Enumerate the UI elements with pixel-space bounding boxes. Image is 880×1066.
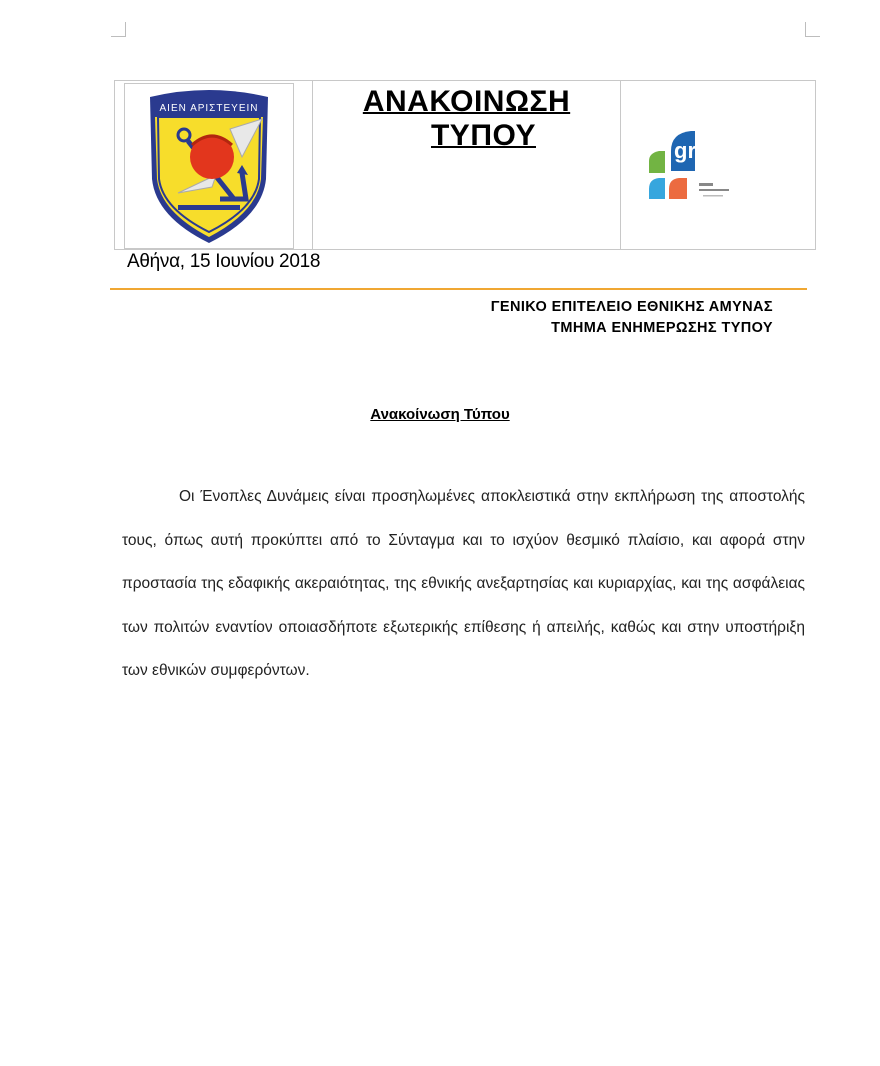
organization-name: ΓΕΝΙΚΟ ΕΠΙΤΕΛΕΙΟ ΕΘΝΙΚΗΣ ΑΜΥΝΑΣ xyxy=(490,299,773,315)
svg-text:gr: gr xyxy=(674,138,696,163)
title-cell xyxy=(313,81,621,249)
organization-block xyxy=(491,297,773,339)
document-date: Αθήνα, 15 Ιουνίου 2018 xyxy=(127,251,321,272)
orange-divider xyxy=(110,288,807,290)
document-title-line1: ΑΝΑΚΟΙΝΩΣΗ xyxy=(362,85,571,118)
section-subtitle: Ανακοίνωση Τύπου xyxy=(370,406,510,423)
department-name: ΤΜΗΜΑ ΕΝΗΜΕΡΩΣΗΣ ΤΥΠΟΥ xyxy=(551,320,773,336)
logo-cell xyxy=(621,81,815,249)
emblem-cell xyxy=(115,81,313,249)
body-paragraph: Οι Ένοπλες Δυνάμεις είναι προσηλωμένες αποκλειστικά στην εκπλήρωση της αποστολής τους, όπως αυτή προκύπτει από το Σύνταγμα και το ισχύον θεσμικό πλαίσιο, και αφορά στην προστασία της εδαφικής ακεραιότητας, της εθνικής ανεξαρτησίας και κυριαρχίας, και της ασφάλειας των πολιτών εναντίον οποιασδήποτε εξωτερικής επίθεσης ή απειλής, καθώς και στην υποστήριξη των εθνικών συμφερόντων. xyxy=(122,488,805,679)
page-corner-mark-top-right xyxy=(805,22,820,37)
svg-text:ΑΙΕΝ ΑΡΙΣΤΕΥΕΙΝ: ΑΙΕΝ ΑΡΙΣΤΕΥΕΙΝ xyxy=(159,103,259,114)
hellenic-armed-forces-emblem-icon xyxy=(142,87,276,245)
page-corner-mark-top-left xyxy=(111,22,126,37)
header-table xyxy=(114,80,816,250)
greece-gr-logo-icon xyxy=(645,131,765,221)
body-text xyxy=(122,475,805,693)
document-title-line2: ΤΥΠΟΥ xyxy=(430,119,536,152)
emblem-frame xyxy=(124,83,294,249)
